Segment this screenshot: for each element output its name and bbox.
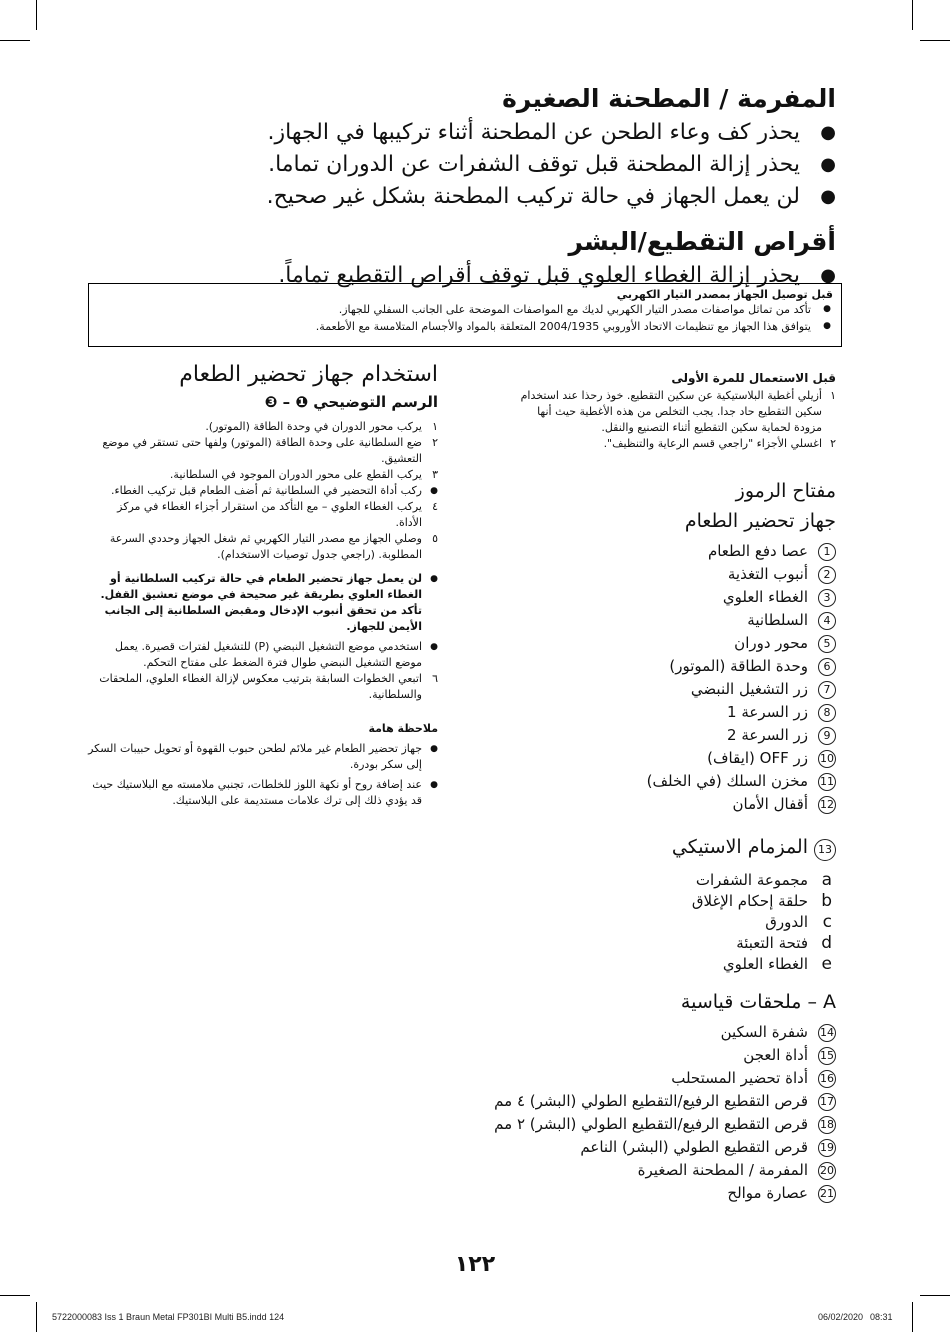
step-number: ٢ xyxy=(432,436,438,449)
part-label: زر السرعة 1 xyxy=(727,703,808,721)
optional-title: A – ملحقات قياسية xyxy=(680,991,836,1013)
step xyxy=(88,435,438,467)
pulse-text: استخدمي موضع التشغيل النبضي (P) للتشغيل لفترات قصيرة. يعمل موضع التشغيل النبضي طوال فترة الضغط على مفتاح التحكم. xyxy=(114,640,422,669)
list-item xyxy=(511,747,836,770)
part-label: أداة تحضير المستحلب xyxy=(671,1069,808,1087)
list-item xyxy=(511,1067,836,1090)
notice-row: ● يتوافق هذا الجهاز مع تنظيمات الاتحاد الأوروبي 2004/1935 المتعلقة بالمواد والأجسام المتلامسة مع الأطعمة. xyxy=(89,318,835,335)
list-item: ● لن يعمل الجهاز في حالة تركيب المطحنة بشكل غير صحيح. xyxy=(96,181,836,213)
part-label: أقفال الأمان xyxy=(732,795,808,813)
part-label: المفرمة / المطحنة الصغيرة xyxy=(637,1161,808,1179)
step xyxy=(88,467,438,483)
bullet-icon: ● xyxy=(430,780,438,790)
step-number: ٣ xyxy=(432,468,438,481)
footer-file: 5722000083 Iss 1 Braun Metal FP301BI Multi B5.indd 124 xyxy=(52,1312,285,1322)
list-item xyxy=(511,1044,836,1067)
right-column xyxy=(494,370,836,1205)
part-label: أنبوب التغذية xyxy=(727,565,808,583)
list-item xyxy=(494,1113,836,1136)
step-text: أزيلي أغطية البلاستيكية عن سكين التقطيع. خوذ رحذا عند استخدام سكين التقطيع حاد جدا. يجب التخلص من هذه الأغطية حيث أنها مزودة لحماية سكين التقطيع أثناء التصنيع والنقل. xyxy=(520,389,822,434)
list-item xyxy=(511,1136,836,1159)
footer-time: 08:31 xyxy=(870,1312,893,1322)
left-column xyxy=(88,362,438,809)
part-label: زر السرعة 2 xyxy=(727,726,808,744)
step-number: ٢ xyxy=(830,437,836,450)
note-text: جهاز تحضير الطعام غير ملائم لطحن حبوب القهوة أو تحويل حبيبات السكر إلى سكر بودرة. xyxy=(88,742,422,771)
step xyxy=(88,531,438,563)
item-label: فتحة التعبئة xyxy=(736,934,808,952)
part-label: قرص التقطيع الطولي (البشر) الناعم xyxy=(580,1138,808,1156)
warning-text: لن يعمل جهاز تحضير الطعام في حالة تركيب السلطانية أو الغطاء العلوي بطريقة غير صحيحة في موضع تعشيق القفل. تأكد من تحقق أنبوب الإدخال ومقبض السلطانية إلى الجانب الأيمن للجهاز. xyxy=(100,572,422,633)
notice-box xyxy=(88,283,842,347)
step-text: يركب القطع على محور الدوران الموجود في السلطانية. xyxy=(169,468,422,481)
item-label: حلقة إحكام الإغلاق xyxy=(691,892,808,910)
item-label: مجموعة الشفرات xyxy=(695,871,808,889)
item-letter: e xyxy=(821,954,832,974)
step-number: ٤ xyxy=(432,500,438,513)
crop-mark xyxy=(912,1302,913,1332)
list-item xyxy=(511,954,836,975)
item-letter: c xyxy=(822,912,832,932)
step-text: ركب أداة التحضير في السلطانية ثم أضف الطعام قبل تركيب الغطاء. xyxy=(110,484,422,497)
optional-list xyxy=(494,1021,836,1205)
processor-bullets xyxy=(96,117,836,213)
number-badge: 19 xyxy=(818,1139,836,1157)
number-badge: 12 xyxy=(818,796,836,814)
list-item xyxy=(511,912,836,933)
list-item xyxy=(511,770,836,793)
number-badge: 14 xyxy=(818,1024,836,1042)
number-badge: 20 xyxy=(818,1162,836,1180)
part-label: قرص التقطيع الرفيع/التقطيع الطولي (البشر) ٤ مم xyxy=(494,1092,808,1110)
crop-mark xyxy=(920,40,950,41)
list-item xyxy=(511,1021,836,1044)
step xyxy=(88,483,438,499)
number-badge: 7 xyxy=(818,681,836,699)
number-badge: 2 xyxy=(818,566,836,584)
step-text: يركب محور الدوران في وحدة الطاقة (الموتور). xyxy=(205,420,422,433)
processor-section xyxy=(96,84,836,292)
bullet-icon: ● xyxy=(430,744,438,754)
list-item xyxy=(494,1090,836,1113)
crop-mark xyxy=(0,40,30,41)
page-number: ١٢٢ xyxy=(454,1252,496,1277)
list-item xyxy=(511,793,836,816)
warning xyxy=(88,571,438,635)
first-use-step xyxy=(511,436,836,452)
bullet-icon: ● xyxy=(430,574,438,584)
item-letter: d xyxy=(821,933,832,953)
step-number: ١ xyxy=(432,420,438,433)
step-text: اغسلي الأجزاء "راجعي قسم الرعاية والتنظيف". xyxy=(603,437,822,450)
notice-title: قبل توصيل الجهاز بمصدر التيار الكهربي xyxy=(616,288,833,301)
step xyxy=(88,499,438,531)
note-title: ملاحظة هامة xyxy=(368,722,438,735)
step-text: اتبعي الخطوات السابقة بترتيب معكوس لإزالة الغطاء العلوي، الملحقات والسلطانية. xyxy=(99,672,422,701)
list-item xyxy=(511,891,836,912)
number-badge: 1 xyxy=(818,543,836,561)
list-item xyxy=(511,609,836,632)
number-badge: 3 xyxy=(818,589,836,607)
processor-parts-title: جهاز تحضير الطعام xyxy=(684,510,836,532)
step xyxy=(88,419,438,435)
crop-mark xyxy=(36,0,37,30)
accessories-list xyxy=(511,870,836,975)
step-bullet: ● xyxy=(430,486,438,496)
notice-row: ● تأكد من تماثل مواصفات مصدر التيار الكهربي لديك مع المواصفات الموضحة على الجانب السفلي للجهاز. xyxy=(89,301,835,318)
list-item: ● يحذر كف وعاء الطحن عن المطحنة أثناء تركيبها في الجهاز. xyxy=(96,117,836,149)
accessories-title-text: المزمام الاستيكي xyxy=(671,836,808,858)
list-item xyxy=(511,701,836,724)
first-use-title: قبل الاستعمال للمرة الأولى xyxy=(671,371,836,385)
part-label: وحدة الطاقة (الموتور) xyxy=(669,657,808,675)
item-label: الغطاء العلوي xyxy=(722,955,808,973)
part-label: مخزن السلك (في الخلف) xyxy=(646,772,808,790)
keys-title: مفتاح الرموز xyxy=(735,480,836,502)
step-number: ٦ xyxy=(432,672,438,685)
first-use-step xyxy=(511,388,836,436)
step xyxy=(88,671,438,703)
part-label: السلطانية xyxy=(747,611,808,629)
step-text: يركب الغطاء العلوي – مع التأكد من استقرار أجزاء الغطاء في مركز الأداة. xyxy=(117,500,422,529)
heading-processor: المفرمة / المطحنة الصغيرة xyxy=(502,84,836,113)
note xyxy=(88,741,438,773)
part-label: عصا دفع الطعام xyxy=(707,542,808,560)
number-badge: 6 xyxy=(818,658,836,676)
number-badge: 21 xyxy=(818,1185,836,1203)
part-label: أداة العجن xyxy=(743,1046,808,1064)
note xyxy=(88,777,438,809)
number-badge: 4 xyxy=(818,612,836,630)
list-item xyxy=(511,933,836,954)
step-number: ١ xyxy=(830,389,836,402)
step-text: وصلي الجهاز مع مصدر التيار الكهربي ثم شغل الجهاز وحددي السرعة المطلوبة. (راجعي جدول توصيات الاستخدام). xyxy=(109,532,422,561)
number-badge: 10 xyxy=(818,750,836,768)
number-badge: 16 xyxy=(818,1070,836,1088)
list-item xyxy=(511,655,836,678)
number-badge: 17 xyxy=(818,1093,836,1111)
list-item xyxy=(511,1159,836,1182)
crop-mark xyxy=(912,0,913,30)
crop-mark xyxy=(920,1295,950,1296)
number-badge: 11 xyxy=(818,773,836,791)
usage-title: استخدام جهاز تحضير الطعام xyxy=(179,362,438,387)
number-badge: 8 xyxy=(818,704,836,722)
list-item xyxy=(511,563,836,586)
crop-mark xyxy=(0,1295,30,1296)
step-text: ضع السلطانية على وحدة الطاقة (الموتور) ولفها حتى تستقر في موضع التعشيق. xyxy=(102,436,422,465)
accessories-title xyxy=(511,836,836,862)
number-badge: 15 xyxy=(818,1047,836,1065)
parts-list xyxy=(511,540,836,816)
number-badge: 18 xyxy=(818,1116,836,1134)
item-label: الدورق xyxy=(765,913,808,931)
step-number: ٥ xyxy=(432,532,438,545)
bullet-icon: ● xyxy=(430,642,438,652)
part-label: عصارة موالح xyxy=(727,1184,808,1202)
number-badge: 5 xyxy=(818,635,836,653)
item-letter: a xyxy=(821,870,832,890)
part-label: زر التشغيل النبضي xyxy=(690,680,808,698)
part-label: شفرة السكين xyxy=(720,1023,808,1041)
list-item xyxy=(511,724,836,747)
heading-discs: أقراص التقطيع/البشر xyxy=(568,227,836,256)
part-label: قرص التقطيع الرفيع/التقطيع الطولي (البشر) ٢ مم xyxy=(494,1115,808,1133)
pulse-note xyxy=(88,639,438,671)
number-badge: 13 xyxy=(814,839,836,861)
usage-subtitle: الرسم التوضيحي ❶ – ❸ xyxy=(264,393,438,411)
list-item xyxy=(511,1182,836,1205)
item-letter: b xyxy=(821,891,832,911)
list-item xyxy=(511,586,836,609)
note-text: عند إضافة روح أو نكهة اللوز للخلطات، تجنبي ملامسته مع البلاستيك حيث قد يؤدي ذلك إلى ترك علامات مستديمة على البلاستيك. xyxy=(92,778,422,807)
list-item: ● يحذر إزالة المطحنة قبل توقف الشفرات عن الدوران تماما. xyxy=(96,149,836,181)
usage-steps xyxy=(88,419,438,563)
number-badge: 9 xyxy=(818,727,836,745)
list-item xyxy=(511,870,836,891)
part-label: الغطاء العلوي xyxy=(722,588,808,606)
footer-date: 06/02/2020 xyxy=(818,1312,864,1322)
list-item xyxy=(511,678,836,701)
list-item xyxy=(511,540,836,563)
list-item: ● يحذر إزالة الغطاء العلوي قبل توقف أقراص التقطيع تماماً. xyxy=(96,260,836,292)
part-label: محور دوران xyxy=(734,634,808,652)
part-label: زر OFF (ايقاف) xyxy=(707,749,808,767)
crop-mark xyxy=(36,1302,37,1332)
list-item xyxy=(511,632,836,655)
